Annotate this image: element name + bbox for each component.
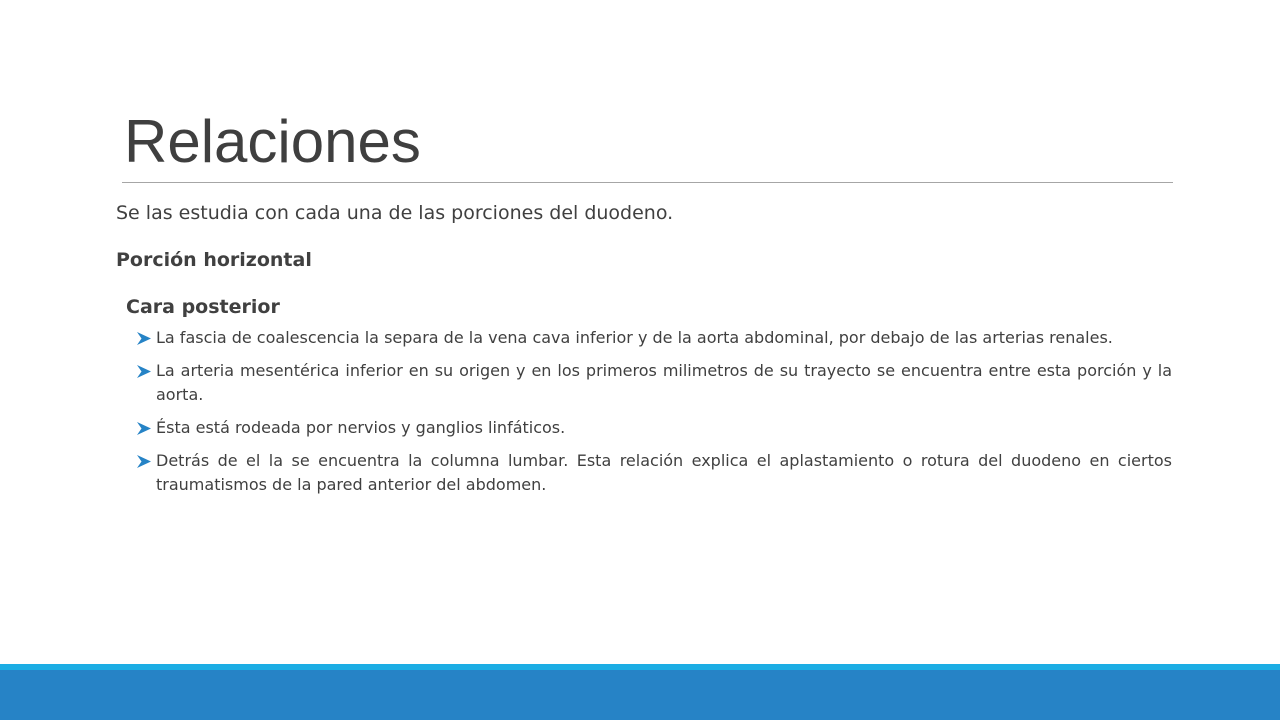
section-heading: Porción horizontal	[116, 249, 312, 271]
sub-heading: Cara posterior	[126, 296, 280, 318]
bullet-text: La arteria mesentérica inferior en su origen y en los primeros milimetros de su trayecto se encuentra entre esta porción y la aorta.	[156, 361, 1172, 404]
bullet-text: Detrás de el la se encuentra la columna lumbar. Esta relación explica el aplastamiento o rotura del duodeno en ciertos traumatismos de la pared anterior del abdomen.	[156, 451, 1172, 494]
slide-title: Relaciones	[124, 108, 421, 175]
intro-text: Se las estudia con cada una de las porciones del duodeno.	[116, 202, 674, 224]
bullet-list	[137, 326, 1172, 506]
bullet-item	[137, 326, 1172, 350]
bullet-text: La fascia de coalescencia la separa de la vena cava inferior y de la aorta abdominal, por debajo de las arterias renales.	[156, 328, 1113, 347]
footer-band	[0, 664, 1280, 720]
footer-main-strip	[0, 670, 1280, 720]
arrowhead-bullet-icon	[137, 455, 151, 468]
title-divider	[122, 182, 1173, 183]
bullet-item	[137, 449, 1172, 497]
arrowhead-bullet-icon	[137, 332, 151, 345]
arrowhead-bullet-icon	[137, 365, 151, 378]
bullet-text: Ésta está rodeada por nervios y ganglios linfáticos.	[156, 418, 566, 437]
bullet-item	[137, 359, 1172, 407]
arrowhead-bullet-icon	[137, 422, 151, 435]
bullet-item	[137, 416, 1172, 440]
